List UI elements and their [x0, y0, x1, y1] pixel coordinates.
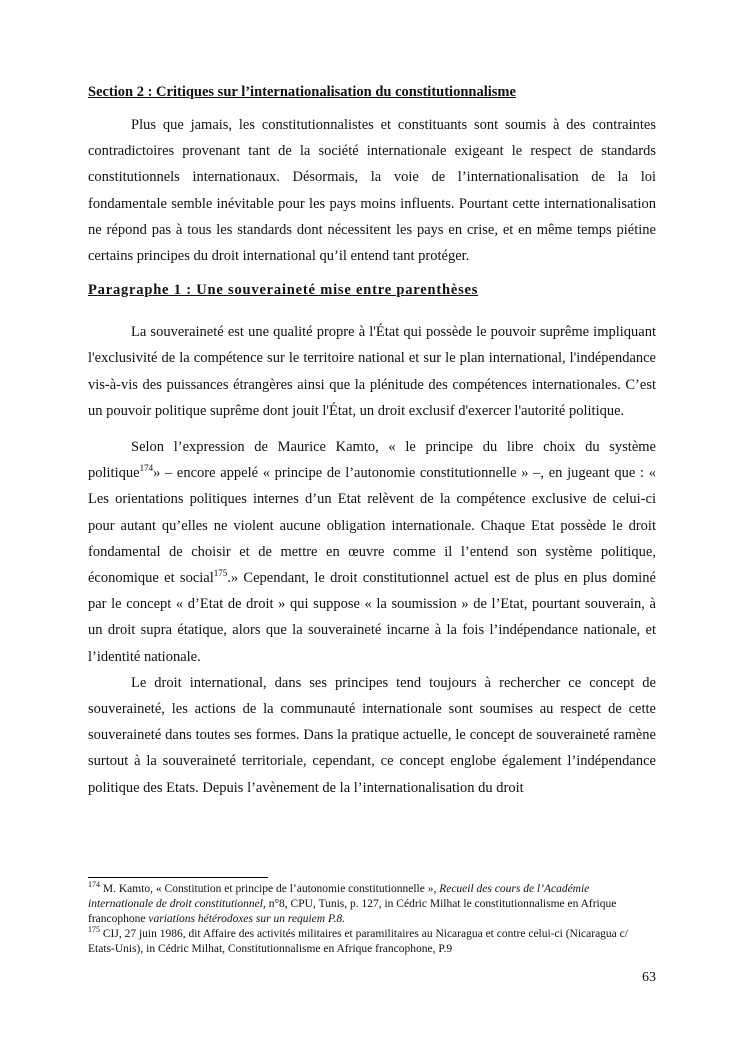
footnote-text: , n°8, CPU, Tunis, p. 127, in Cédric Milhat le constitutionnalisme en Afrique francophone — [88, 898, 617, 925]
intro-paragraph: Plus que jamais, les constitutionnalistes et constituants sont soumis à des contraintes contradictoires provenant tant de la société internationale exigeant le respect de standards constitutionnels internationaux. Désormais, la voie de l’internationalisation de la loi fondamentale semble inévitable pour les pays moins influents. Pourtant cette internationalisation ne répond pas à tous les standards dont nécessitent les pays en crise, et en même temps piétine certains principes du droit international qu’il entend tant protéger. — [88, 117, 656, 265]
footnotes — [88, 882, 656, 957]
body-paragraph-3: Le droit international, dans ses principes tend toujours à rechercher ce concept de souveraineté, les actions de la communauté internationale sont soumises au respect de cette souveraineté dans toutes ses formes. Dans la pratique actuelle, le concept de souveraineté ramène surtout à la souveraineté territoriale, cependant, ce concept englobe également l’indépendance politique des Etats. Depuis l’avènement de la l’internationalisation du droit — [88, 674, 656, 796]
footnote-text: M. Kamto, « Constitution et principe de l’autonomie constitutionnelle », — [100, 883, 440, 895]
footnote-ref-175[interactable]: 175 — [213, 568, 228, 579]
footnote-number: 174 — [88, 880, 100, 890]
footnote-italic: variations hétérodoxes sur un requiem P.8. — [148, 913, 346, 925]
footnote-text: CIJ, 27 juin 1986, dit Affaire des activités militaires et paramilitaires au Nicaragua et contre celui-ci (Nicaragua c/ Etats-Unis), in Cédric Milhat, Constitutionnalisme en Afrique francophone, P.9 — [88, 928, 628, 955]
section-title: Section 2 : Critiques sur l’internationalisation du constitutionnalisme — [88, 84, 516, 100]
body-paragraph-2 — [88, 434, 656, 670]
footnote-175 — [88, 927, 656, 957]
page-body — [88, 82, 656, 801]
footnote-italic: Recueil des cours de l’Académie internationale de droit constitutionnel — [88, 883, 590, 910]
p2-text-1: Selon l’expression de Maurice Kamto, « le principe du libre choix du système politique — [88, 439, 656, 482]
p2-text-2: » – encore appelé « principe de l’autonomie constitutionnelle » –, en jugeant que : « Les orientations politiques internes d’un Etat relèvent de la compétence exclusive de celui-ci pour autant qu’elles ne violent aucune obligation internationale. Chaque Etat possède le droit fondamental de choisir et de mettre en œuvre comme il l’entend son système politique, économique et social — [88, 465, 656, 587]
paragraph-1-title: Paragraphe 1 : Une souveraineté mise entre parenthèses — [88, 282, 479, 299]
footnote-number: 175 — [88, 925, 100, 935]
page-number: 63 — [642, 970, 656, 985]
p2-text-3: .» Cependant, le droit constitutionnel actuel est de plus en plus dominé par le concept « d’Etat de droit » qui suppose « la soumission » de l’Etat, pourtant souverain, à un droit supra étatique, alors que la souveraineté incarne à la fois l’indépendance nationale, et l’identité nationale. — [88, 570, 656, 665]
footnote-divider — [88, 877, 268, 878]
footnote-174 — [88, 882, 656, 927]
body-paragraph-1: La souveraineté est une qualité propre à l'État qui possède le pouvoir suprême impliquant l'exclusivité de la compétence sur le territoire national et sur le plan international, l'indépendance vis-à-vis des puissances étrangères ainsi que la plénitude des compétences internationales. C’est un pouvoir politique suprême dont jouit l'État, un droit exclusif d'exercer l'autorité politique. — [88, 324, 656, 419]
footnote-ref-174[interactable]: 174 — [139, 463, 154, 474]
